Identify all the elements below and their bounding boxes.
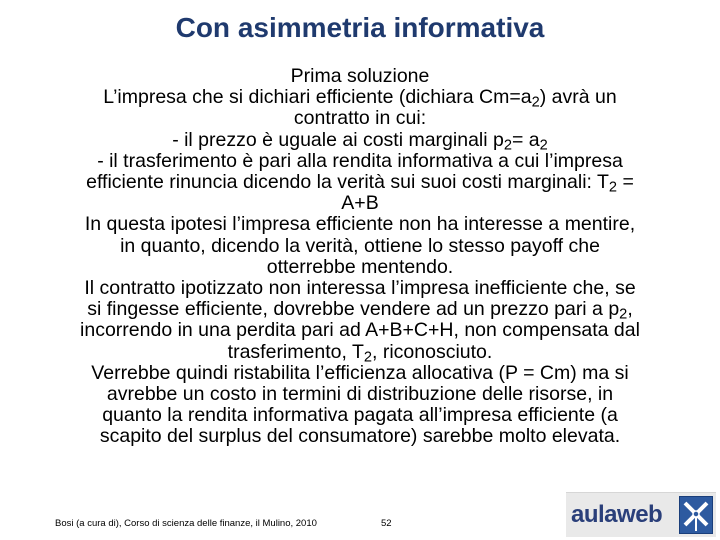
logo-text: aulaweb bbox=[571, 501, 663, 528]
text-line: Il contratto ipotizzato non interessa l’impresa inefficiente che, se bbox=[84, 277, 636, 300]
windmill-icon bbox=[679, 496, 713, 534]
text-line: otterrebbe mentendo. bbox=[266, 255, 454, 278]
text-line: efficiente rinuncia dicendo la verità sui suoi costi marginali: $T_2$ = bbox=[86, 171, 634, 196]
text-line: in quanto, dicendo la verità, ottiene lo stesso payoff che bbox=[120, 234, 600, 257]
subtitle: Prima soluzione bbox=[290, 65, 430, 87]
text-line: - il prezzo è uguale ai costi marginali $p_2= a_2$ bbox=[172, 128, 548, 154]
text-line: trasferimento, $T_2$, riconosciuto. bbox=[227, 340, 493, 366]
text-line: quanto la rendita informativa pagata all’impresa efficiente (a bbox=[102, 404, 618, 427]
text-line: Verrebbe quindi ristabilita l’efficienza allocativa (P = Cm) ma si bbox=[91, 361, 629, 384]
text-line: si fingesse efficiente, dovrebbe vendere ad un prezzo pari a $p_2$, bbox=[87, 298, 633, 323]
slide-body bbox=[6, 66, 714, 448]
page-number: 52 bbox=[381, 518, 392, 529]
text-line: avrebbe un costo in termini di distribuzione delle risorse, in bbox=[106, 383, 614, 406]
slide-title: Con asimmetria informativa bbox=[175, 12, 545, 43]
text-line: A+B bbox=[341, 192, 379, 215]
text-line: contratto in cui: bbox=[293, 107, 427, 130]
text-line: In questa ipotesi l’impresa efficiente non ha interesse a mentire, bbox=[84, 213, 636, 236]
footer-citation: Bosi (a cura di), Corso di scienza delle finanze, il Mulino, 2010 bbox=[55, 518, 317, 529]
text-line: incorrendo in una perdita pari ad A+B+C+H, non compensata dal bbox=[80, 319, 640, 342]
text-line: - il trasferimento è pari alla rendita informativa a cui l’impresa bbox=[97, 149, 623, 172]
text-line: L’impresa che si dichiari efficiente (dichiara $Cm=a_2$) avrà un bbox=[103, 86, 617, 111]
text-line: scapito del surplus del consumatore) sarebbe molto elevata. bbox=[99, 425, 621, 448]
aulaweb-logo bbox=[566, 492, 716, 537]
